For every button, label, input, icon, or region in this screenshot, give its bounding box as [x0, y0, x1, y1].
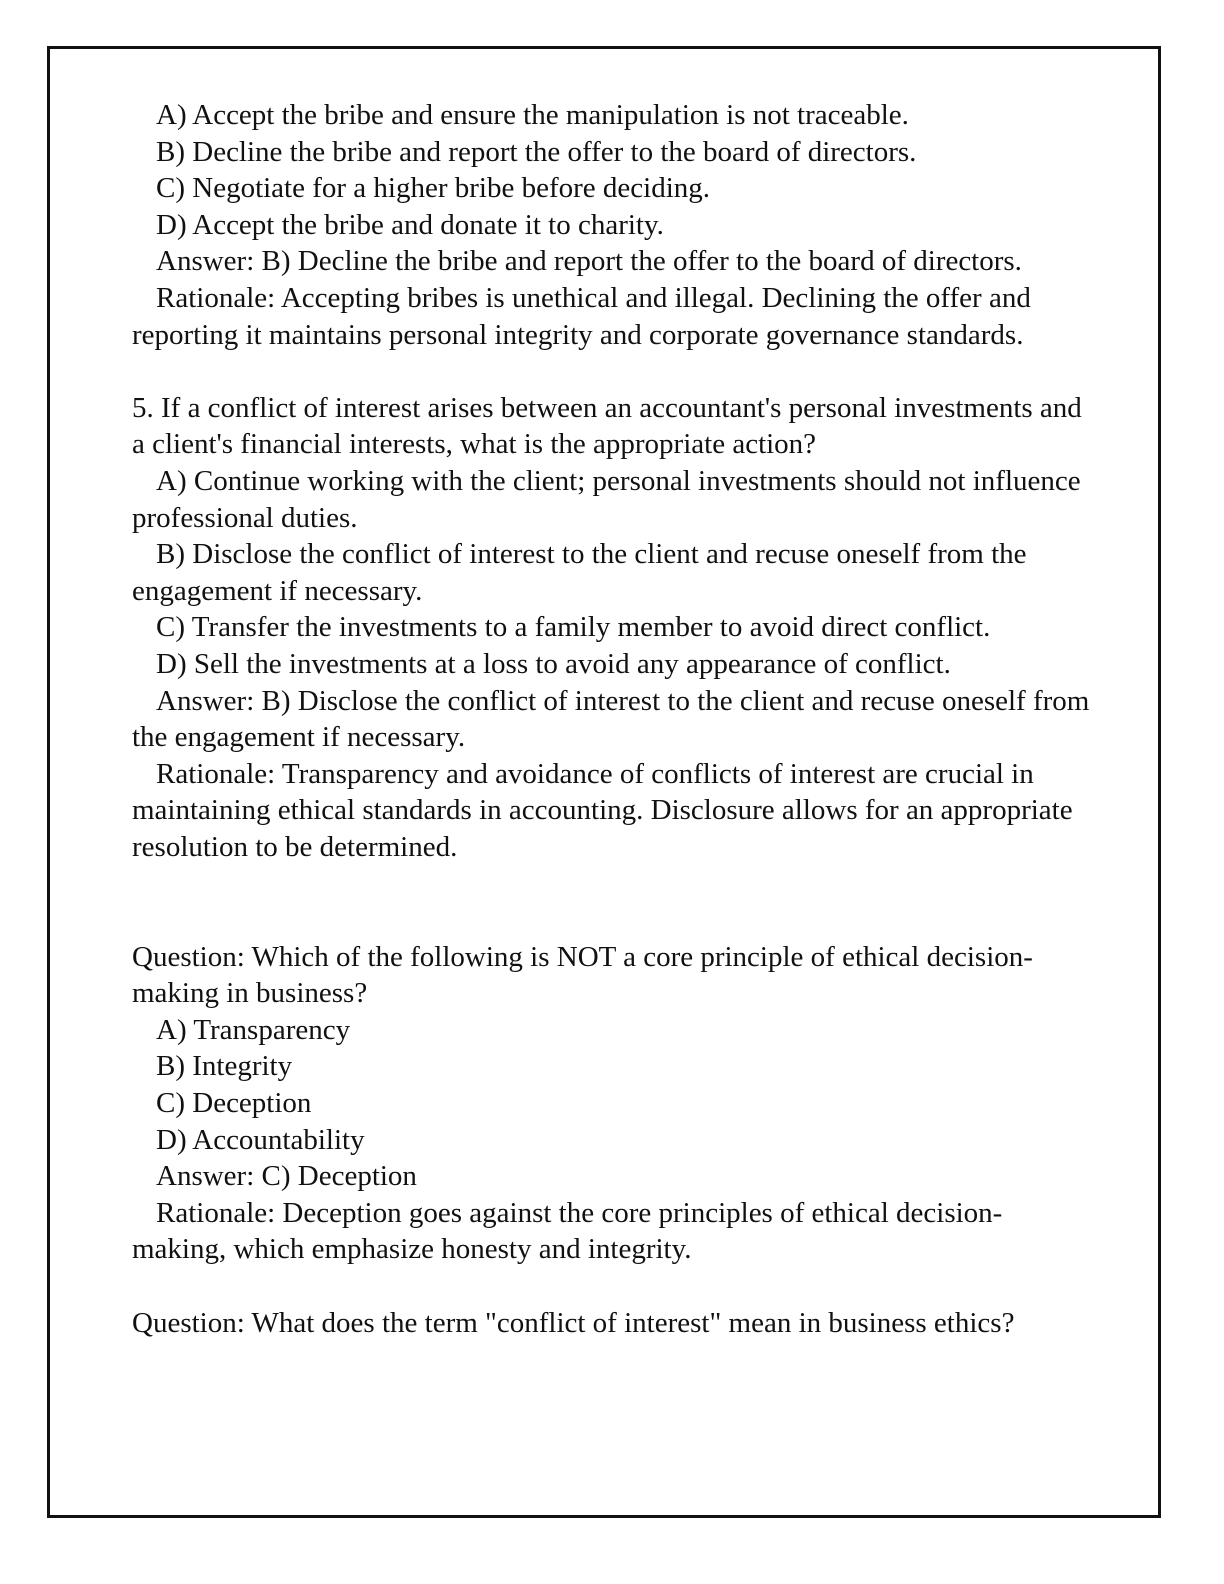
answer: Answer: C) Deception	[156, 1160, 417, 1193]
question-text: 5. If a conflict of interest arises between an accountant's personal investments and a client's financial interests, what is the appropriate action?	[132, 391, 1082, 461]
option-d: D) Accept the bribe and donate it to charity.	[156, 208, 664, 241]
conflict-of-interest-question-block	[132, 1305, 1092, 1342]
previous-question-block	[132, 97, 1092, 353]
answer: Answer: B) Disclose the conflict of interest to the client and recuse oneself from the engagement if necessary.	[132, 684, 1090, 754]
option-c: C) Transfer the investments to a family member to avoid direct conflict.	[156, 611, 991, 644]
option-b: B) Disclose the conflict of interest to the client and recuse oneself from the engagement if necessary.	[132, 538, 1027, 607]
option-c: C) Deception	[156, 1087, 312, 1120]
spacer	[132, 1268, 1092, 1305]
question-text: Question: Which of the following is NOT a core principle of ethical decision-making in business?	[132, 940, 1033, 1010]
spacer	[132, 865, 1092, 938]
rationale: Rationale: Accepting bribes is unethical and illegal. Declining the offer and reporting it maintains personal integrity and corporate governance standards.	[132, 281, 1031, 351]
option-c: C) Negotiate for a higher bribe before deciding.	[156, 172, 711, 205]
option-a: A) Accept the bribe and ensure the manipulation is not traceable.	[156, 99, 909, 131]
option-b: B) Integrity	[156, 1050, 293, 1083]
option-a: A) Transparency	[156, 1013, 351, 1046]
document-body	[132, 97, 1092, 1341]
option-d: D) Accountability	[156, 1123, 365, 1156]
spacer	[132, 353, 1092, 390]
question-5-block	[132, 390, 1092, 866]
option-a: A) Continue working with the client; personal investments should not influence professional duties.	[132, 464, 1081, 534]
option-d: D) Sell the investments at a loss to avoid any appearance of conflict.	[156, 647, 951, 680]
answer: Answer: B) Decline the bribe and report the offer to the board of directors.	[156, 245, 1022, 278]
rationale: Rationale: Transparency and avoidance of conflicts of interest are crucial in maintaining ethical standards in accounting. Disclosure allows for an appropriate resolution to be determined.	[132, 757, 1073, 863]
question-text: Question: What does the term "conflict of interest" mean in business ethics?	[132, 1306, 1015, 1339]
core-principle-question-block	[132, 939, 1092, 1268]
rationale: Rationale: Deception goes against the core principles of ethical decision-making, which emphasize honesty and integrity.	[132, 1196, 1003, 1266]
option-b: B) Decline the bribe and report the offer to the board of directors.	[156, 135, 917, 168]
